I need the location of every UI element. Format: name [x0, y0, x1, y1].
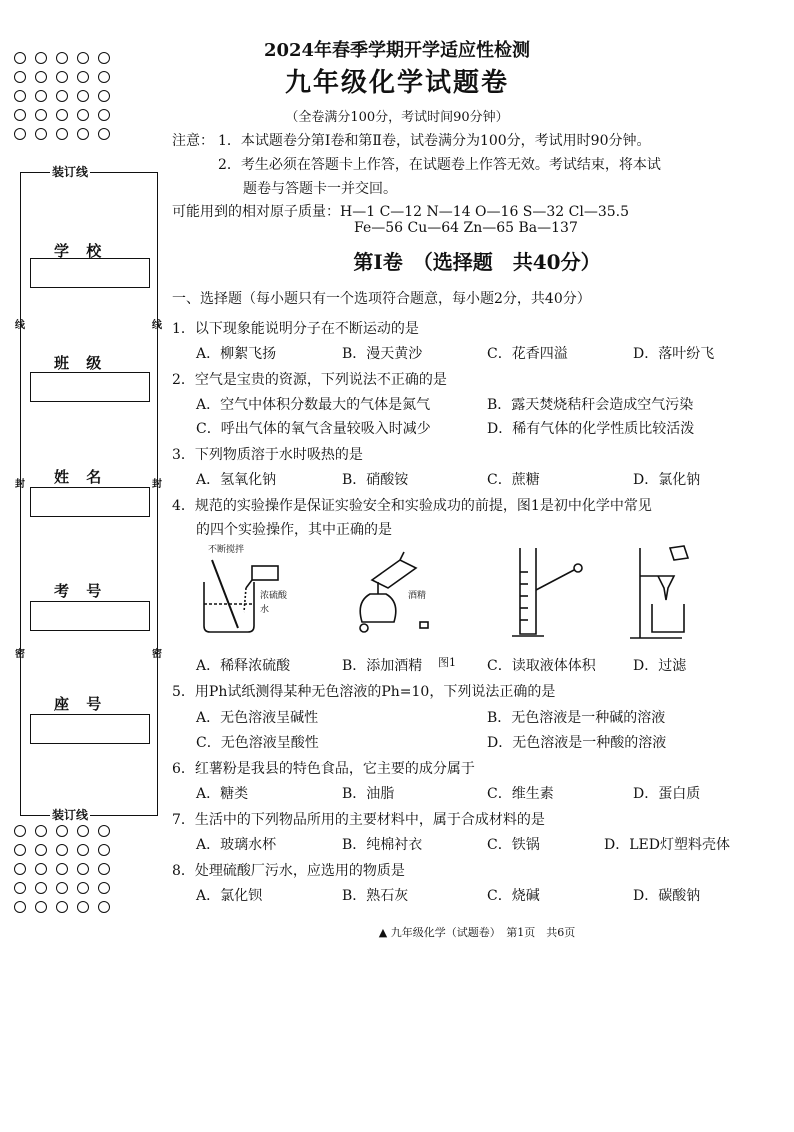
note-1: 1．本试题卷分第Ⅰ卷和第Ⅱ卷，试卷满分为100分，考试用时90分钟。: [218, 133, 651, 149]
cut-mark: 线: [15, 320, 25, 331]
question-4-line-1: 4．规范的实验操作是保证实验安全和实验成功的前提，图1是初中化学中常见: [172, 498, 652, 514]
question-2: 2．空气是宝贵的资源，下列说法不正确的是: [172, 372, 447, 388]
q5-option-b: B．无色溶液是一种碱的溶液: [487, 710, 666, 726]
filtration-illustration: [630, 546, 688, 638]
exam-session-title: 2024年春季学期开学适应性检测: [263, 40, 531, 61]
cut-mark: 密: [15, 649, 25, 660]
q1-option-b: B．漫天黄沙: [342, 346, 423, 362]
q7-option-d: D．LED灯塑料壳体: [604, 837, 730, 853]
exam-no-label: 考 号: [54, 582, 108, 600]
q5-option-c: C．无色溶液呈酸性: [196, 735, 319, 751]
note-2b: 题卷与答题卡一并交回。: [243, 181, 397, 197]
cut-mark: 封: [15, 479, 25, 490]
q8-option-c: C．烧碱: [487, 888, 540, 904]
seat-field[interactable]: [30, 714, 150, 744]
q6-option-c: C．维生素: [487, 786, 554, 802]
graduated-cylinder-illustration: [512, 548, 582, 636]
q2-option-a: A．空气中体积分数最大的气体是氮气: [196, 397, 431, 413]
q8-option-d: D．碳酸钠: [633, 888, 701, 904]
seat-label: 座 号: [54, 695, 108, 713]
question-5: 5．用Ph试纸测得某种无色溶液的Ph=10，下列说法正确的是: [172, 684, 556, 700]
q5-option-a: A．无色溶液呈碱性: [196, 710, 319, 726]
question-4-line-2: 的四个实验操作，其中正确的是: [196, 522, 392, 538]
q6-option-b: B．油脂: [342, 786, 395, 802]
class-label: 班 级: [54, 354, 108, 372]
q6-option-d: D．蛋白质: [633, 786, 701, 802]
q6-option-a: A．糖类: [196, 786, 249, 802]
q4-option-d: D．过滤: [633, 658, 687, 674]
exam-subtitle: （全卷满分100分，考试时间90分钟）: [285, 110, 509, 125]
exam-no-field[interactable]: [30, 601, 150, 631]
question-3: 3．下列物质溶于水时吸热的是: [172, 447, 363, 463]
cut-mark: 线: [152, 320, 162, 331]
label-water: 水: [260, 605, 270, 615]
question-8: 8．处理硫酸厂污水，应选用的物质是: [172, 863, 405, 879]
q2-option-d: D．稀有气体的化学性质比较活泼: [487, 421, 695, 437]
cut-mark: 封: [152, 479, 162, 490]
q4-option-c: C．读取液体体积: [487, 658, 596, 674]
question-6: 6．红薯粉是我县的特色食品，它主要的成分属于: [172, 761, 475, 777]
binding-holes-bottom: [14, 825, 114, 913]
atomic-masses-2: Fe—56 Cu—64 Zn—65 Ba—137: [354, 220, 578, 236]
q2-option-c: C．呼出气体的氧气含量较吸入时减少: [196, 421, 431, 437]
q4-option-a: A．稀释浓硫酸: [196, 658, 291, 674]
label-alcohol: 酒精: [408, 591, 427, 601]
question-7: 7．生活中的下列物品所用的主要材料中，属于合成材料的是: [172, 812, 545, 828]
cut-mark: 密: [152, 649, 162, 660]
notes-label: 注意：: [172, 133, 214, 149]
school-label: 学 校: [54, 242, 108, 260]
page-footer: ▲ 九年级化学（试题卷） 第1页 共6页: [378, 926, 576, 939]
binding-left-line: [20, 172, 21, 815]
question-1: 1．以下现象能说明分子在不断运动的是: [172, 321, 419, 337]
figure-1: [190, 542, 690, 652]
note-2a: 2．考生必须在答题卡上作答，在试题卷上作答无效。考试结束，将本试: [218, 157, 661, 173]
atomic-masses-1: 可能用到的相对原子质量：H—1 C—12 N—14 O—16 S—32 Cl—35.5: [172, 204, 630, 220]
binding-line-label-top: 装订线: [52, 165, 89, 179]
name-label: 姓 名: [54, 468, 108, 486]
q1-option-c: C．花香四溢: [487, 346, 568, 362]
section-instruction: 一、选择题（每小题只有一个选项符合题意，每小题2分，共40分）: [172, 291, 591, 307]
q4-option-b: B．添加酒精: [342, 658, 423, 674]
name-field[interactable]: [30, 487, 150, 517]
figure-caption: 图1: [438, 656, 456, 669]
q7-option-a: A．玻璃水杯: [196, 837, 277, 853]
q1-option-d: D．落叶纷飞: [633, 346, 715, 362]
q3-option-b: B．硝酸铵: [342, 472, 409, 488]
q8-option-a: A．氯化钡: [196, 888, 263, 904]
q3-option-d: D．氯化钠: [633, 472, 701, 488]
q7-option-b: B．纯棉衬衣: [342, 837, 423, 853]
q8-option-b: B．熟石灰: [342, 888, 409, 904]
section-title: 第Ⅰ卷 （选择题 共40分）: [353, 250, 601, 274]
q5-option-d: D．无色溶液是一种酸的溶液: [487, 735, 667, 751]
label-conc-acid: 浓硫酸: [260, 591, 288, 601]
q3-option-a: A．氢氧化钠: [196, 472, 277, 488]
q2-option-b: B．露天焚烧秸秆会造成空气污染: [487, 397, 694, 413]
label-stir: 不断搅拌: [208, 545, 245, 555]
page-title: 九年级化学试题卷: [284, 68, 509, 98]
q3-option-c: C．蔗糖: [487, 472, 540, 488]
class-field[interactable]: [30, 372, 150, 402]
q1-option-a: A．柳絮飞扬: [196, 346, 277, 362]
q7-option-c: C．铁锅: [487, 837, 540, 853]
binding-line-label-bottom: 装订线: [52, 808, 89, 822]
